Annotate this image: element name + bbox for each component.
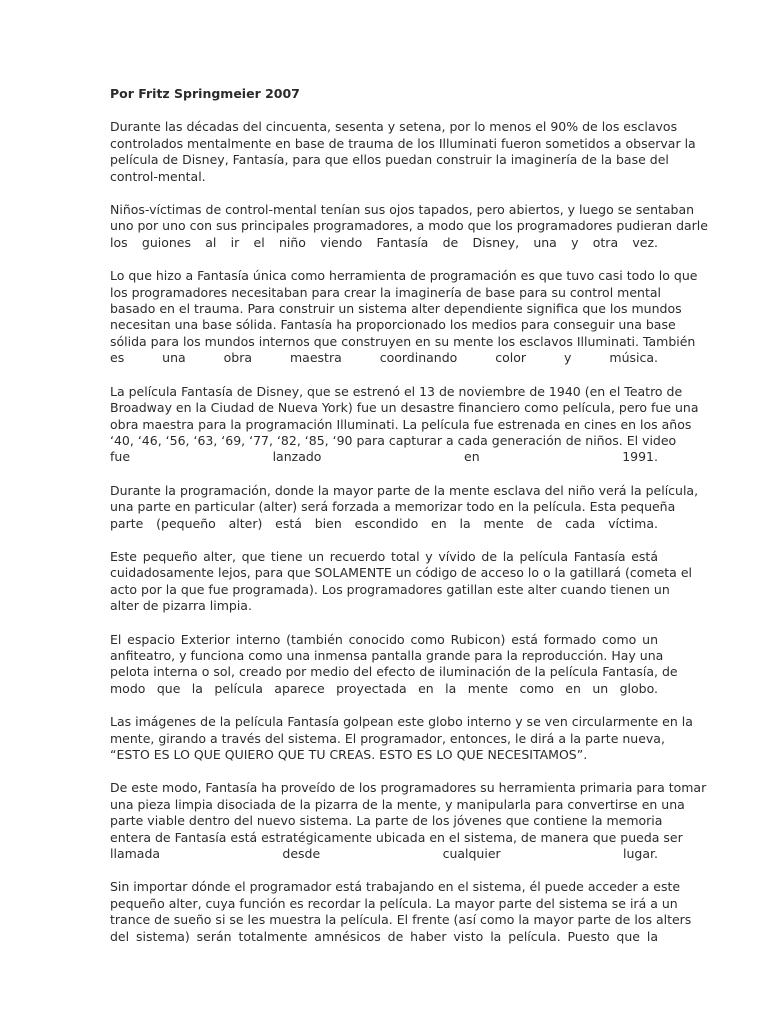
paragraph <box>110 879 692 945</box>
paragraph-line: los programadores necesitaban para crear la imaginería de base para su control mental <box>110 284 661 300</box>
paragraph <box>110 631 678 698</box>
paragraph <box>110 780 707 862</box>
document-body <box>110 119 708 945</box>
paragraph-line: del sistema) serán totalmente amnésicos de haber visto la película. Puesto que la <box>110 928 658 944</box>
paragraph-line: llamada desde cualquier lugar. <box>110 846 658 862</box>
paragraph-line: La película Fantasía de Disney, que se estrenó el 13 de noviembre de 1940 (en el Teatro de <box>110 383 683 399</box>
paragraph-line: Las imágenes de la película Fantasía golpean este globo interno y se ven circularmente en la <box>110 714 693 730</box>
paragraph-line: parte viable dentro del nuevo sistema. La parte de los jóvenes que contiene la memoria <box>110 813 663 829</box>
paragraph-line: los guiones al ir el niño viendo Fantasía de Disney, una y otra vez. <box>110 234 658 250</box>
paragraph-line: alter de pizarra limpia. <box>110 598 252 614</box>
paragraph-line: película de Disney, Fantasía, para que ellos puedan construir la imaginería de la base del <box>110 152 669 168</box>
paragraph-line: Durante las décadas del cincuenta, sesenta y setena, por lo menos el 90% de los esclavos <box>110 119 678 135</box>
paragraph-line: pequeño alter, cuya función es recordar la película. La mayor parte del sistema se irá a un <box>110 895 678 911</box>
paragraph-line: cuidadosamente lejos, para que SOLAMENTE un código de acceso lo o la gatillará (cometa el <box>110 565 692 581</box>
paragraph-line: pelota interna o sol, creado por medio del efecto de iluminación de la película Fantasía, de <box>110 664 678 680</box>
paragraph-line: Sin importar dónde el programador está trabajando en el sistema, él puede acceder a este <box>110 879 681 895</box>
paragraph-line: De este modo, Fantasía ha proveído de los programadores su herramienta primaria para tomar <box>110 780 707 796</box>
paragraph-line: uno por uno con sus principales programadores, a modo que los programadores pudieran darle <box>110 218 708 234</box>
paragraph-line: control-mental. <box>110 168 206 184</box>
paragraph-line: Lo que hizo a Fantasía única como herramienta de programación es que tuvo casi todo lo que <box>110 268 698 284</box>
paragraph-line: es una obra maestra coordinando color y música. <box>110 350 658 366</box>
paragraph <box>110 714 693 763</box>
document-page <box>110 86 708 962</box>
paragraph-line: una parte en particular (alter) será forzada a memorizar todo en la película. Esta pequeña <box>110 499 676 515</box>
paragraph-line: modo que la película aparece proyectada en la mente como en un globo. <box>110 680 658 696</box>
paragraph-line: mente, girando a través del sistema. El programador, entonces, le dirá a la parte nueva, <box>110 730 665 746</box>
paragraph <box>110 482 699 532</box>
paragraph-line: anfiteatro, y funciona como una inmensa pantalla grande para la reproducción. Hay una <box>110 647 664 663</box>
paragraph-line: Niños-víctimas de control-mental tenían sus ojos tapados, pero abiertos, y luego se sentaban <box>110 202 695 218</box>
paragraph-line: obra maestra para la programación Illuminati. La película fue estrenada en cines en los años <box>110 416 692 432</box>
paragraph <box>110 383 699 466</box>
paragraph-line: trance de sueño si se les muestra la película. El frente (así como la mayor parte de los alters <box>110 912 692 928</box>
paragraph-line: controlados mentalmente en base de trauma de los Illuminati fueron sometidos a observar la <box>110 135 696 151</box>
paragraph-line: sólida para los mundos internos que construyen en su mente los esclavos Illuminati. También <box>110 333 696 349</box>
paragraph <box>110 548 692 615</box>
paragraph-line: parte (pequeño alter) está bien escondido en la mente de cada víctima. <box>110 515 658 531</box>
paragraph-line: acto por la que fue programada). Los programadores gatillan este alter cuando tienen un <box>110 581 670 597</box>
paragraph-line: una pieza limpia disociada de la pizarra de la mente, y manipularla para convertirse en una <box>110 796 685 812</box>
paragraph <box>110 202 708 251</box>
paragraph <box>110 268 698 366</box>
paragraph-line: entera de Fantasía está estratégicamente ubicada en el sistema, de manera que pueda ser <box>110 829 683 845</box>
paragraph-line: fue lanzado en 1991. <box>110 449 658 465</box>
paragraph <box>110 119 696 185</box>
paragraph-line: ‘40, ‘46, ‘56, ‘63, ‘69, ‘77, ‘82, ‘85, ‘90 para capturar a cada generación de niños. El video <box>110 432 677 448</box>
paragraph-line: Este pequeño alter, que tiene un recuerdo total y vívido de la película Fantasía está <box>110 548 658 564</box>
paragraph-line: “ESTO ES LO QUE QUIERO QUE TU CREAS. ESTO ES LO QUE NECESITAMOS”. <box>110 747 588 762</box>
paragraph-line: necesitan una base sólida. Fantasía ha proporcionado los medios para conseguir una base <box>110 317 676 333</box>
paragraph-line: basado en el trauma. Para construir un sistema alter dependiente significa que los mundos <box>110 301 682 317</box>
paragraph-line: Durante la programación, donde la mayor parte de la mente esclava del niño verá la película, <box>110 482 699 498</box>
document-byline: Por Fritz Springmeier 2007 <box>110 86 300 101</box>
paragraph-line: El espacio Exterior interno (también conocido como Rubicon) está formado como un <box>110 631 658 647</box>
paragraph-line: Broadway en la Ciudad de Nueva York) fue un desastre financiero como película, pero fue una <box>110 400 699 416</box>
